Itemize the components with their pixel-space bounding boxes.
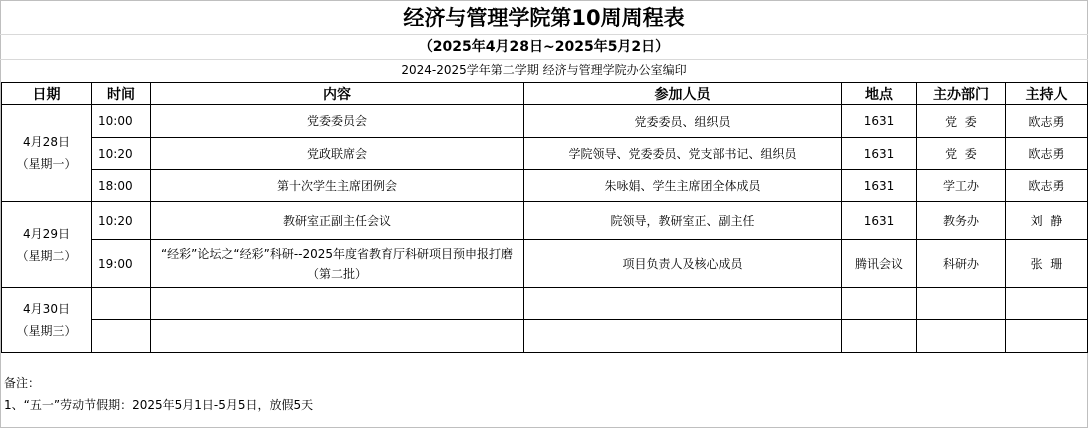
location-cell: 1631 [842,202,917,240]
time-cell: 10:00 [92,105,151,138]
column-header-date: 日期 [2,83,92,105]
table-row [2,320,1088,353]
content-cell: “经彩”论坛之“经彩”科研--2025年度省教育厅科研项目预申报打磨（第二批） [151,240,524,288]
location-cell [842,288,917,320]
weekday-label: （星期二） [16,248,77,263]
date-cell [2,288,92,353]
department-cell: 党 委 [917,138,1006,170]
content-cell: 党政联席会 [151,138,524,170]
table-row [2,288,1088,320]
content-cell: 教研室正副主任会议 [151,202,524,240]
date-cell [2,202,92,288]
table-row [2,170,1088,202]
schedule-table [1,82,1088,353]
column-header-time: 时间 [92,83,151,105]
time-cell: 10:20 [92,138,151,170]
host-cell: 欧志勇 [1006,170,1088,202]
column-header-participants: 参加人员 [524,83,842,105]
department-cell: 科研办 [917,240,1006,288]
participants-cell [524,320,842,353]
date-range-subtitle: （2025年4月28日~2025年5月2日） [0,35,1088,60]
participants-cell: 党委委员、组织员 [524,105,842,138]
time-cell [92,320,151,353]
location-cell [842,320,917,353]
participants-cell [524,288,842,320]
time-cell: 19:00 [92,240,151,288]
department-cell: 党 委 [917,105,1006,138]
time-cell: 10:20 [92,202,151,240]
host-cell: 刘 静 [1006,202,1088,240]
table-row [2,105,1088,138]
participants-cell: 学院领导、党委委员、党支部书记、组织员 [524,138,842,170]
time-cell: 18:00 [92,170,151,202]
column-header-location: 地点 [842,83,917,105]
date-label: 4月30日 [23,302,70,316]
time-cell [92,288,151,320]
location-cell: 1631 [842,105,917,138]
location-cell: 1631 [842,170,917,202]
column-header-content: 内容 [151,83,524,105]
department-cell: 学工办 [917,170,1006,202]
host-cell: 欧志勇 [1006,138,1088,170]
department-cell: 教务办 [917,202,1006,240]
host-cell: 张 珊 [1006,240,1088,288]
location-cell: 腾讯会议 [842,240,917,288]
content-cell: 党委委员会 [151,105,524,138]
table-header-row [2,83,1088,105]
column-header-host: 主持人 [1006,83,1088,105]
semester-info: 2024-2025学年第二学期 经济与管理学院办公室编印 [401,63,687,77]
weekday-label: （星期三） [16,324,77,338]
host-cell: 欧志勇 [1006,105,1088,138]
date-cell [2,105,92,202]
content-cell [151,320,524,353]
content-cell: 第十次学生主席团例会 [151,170,524,202]
column-header-department: 主办部门 [917,83,1006,105]
page-title: 经济与管理学院第10周周程表 [0,0,1088,35]
participants-cell: 院领导，教研室正、副主任 [524,202,842,240]
notes-section [4,372,1004,416]
table-row [2,240,1088,288]
participants-cell: 朱咏娟、学生主席团全体成员 [524,170,842,202]
table-row [2,138,1088,170]
host-cell [1006,320,1088,353]
department-cell [917,288,1006,320]
department-cell [917,320,1006,353]
weekday-label: （星期一） [16,157,77,171]
note-item: 1、“五一”劳动节假期：2025年5月1日-5月5日，放假5天 [4,398,314,412]
table-row [2,202,1088,240]
date-label: 4月29日 [23,226,70,241]
participants-cell: 项目负责人及核心成员 [524,240,842,288]
notes-label: 备注： [4,376,41,390]
location-cell: 1631 [842,138,917,170]
date-label: 4月28日 [23,135,70,149]
host-cell [1006,288,1088,320]
content-cell [151,288,524,320]
